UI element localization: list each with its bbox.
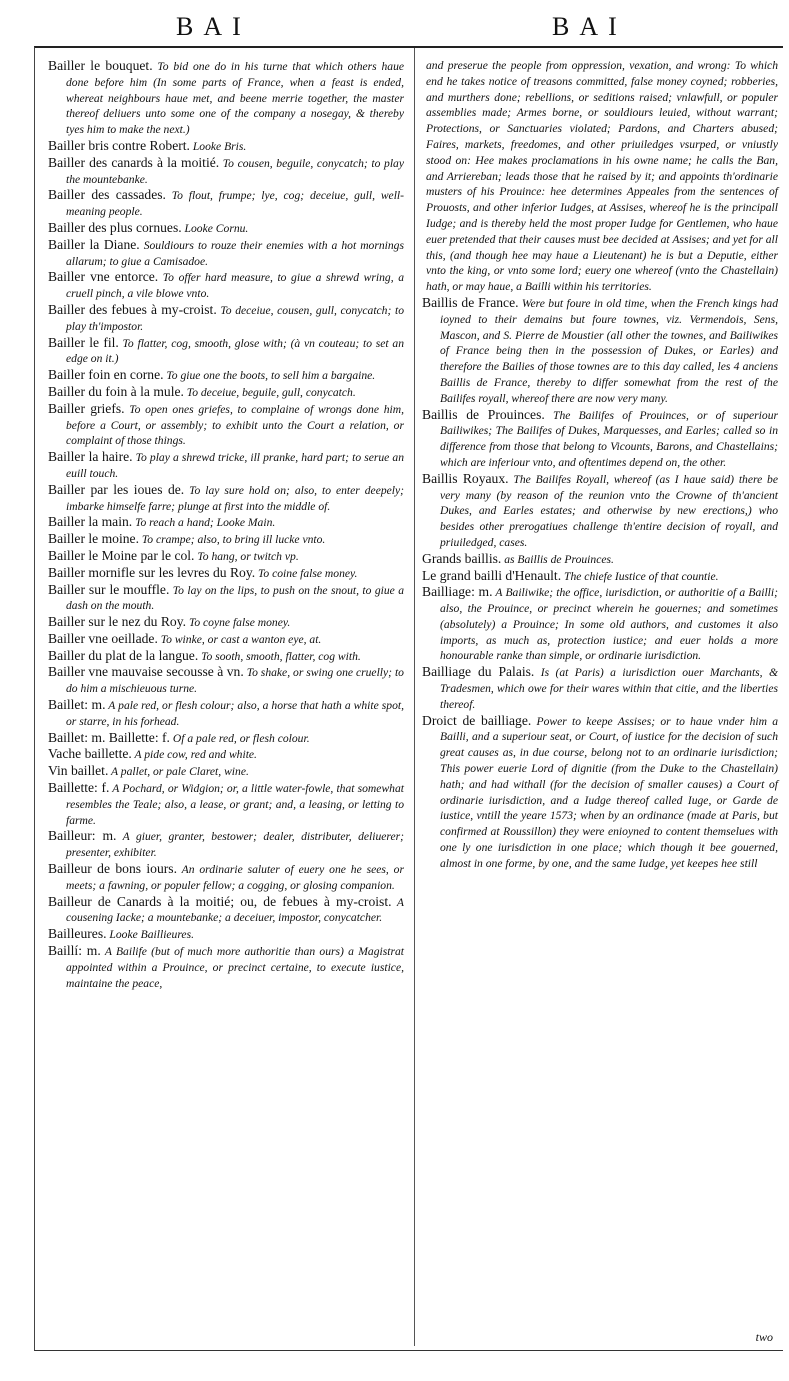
entry-definition: The Bailifes of Prouinces, or of superiour Bailiwikes; The Bailifes of Dukes, Marquesses, and Earles; called so in difference from those that belong to Vicounts, Barons, and Chastellains; which are inferiour vnto, and oftentimes depend on, the other. <box>440 408 779 469</box>
entry-headword: Bailler le Moine par le col. <box>48 547 195 563</box>
entry-headword: Bailler mornifle sur les levres du Roy. <box>48 564 256 580</box>
dictionary-entry <box>48 384 404 401</box>
entry-definition: To shake, or swing one cruelly; to do him a mischieuous turne. <box>66 666 404 696</box>
dictionary-entry <box>48 220 404 237</box>
entry-definition: To deceiue, cousen, gull, conycatch; to play th'impostor. <box>66 303 405 333</box>
entry-headword: Grands baillis. <box>422 550 502 566</box>
entry-definition: To flatter, cog, smooth, glose with; (à vn couteau; to set an edge on it.) <box>66 336 404 366</box>
entry-definition: The Bailifes Royall, whereof (as I haue said) there be very many (by reason of the reunion vnto the Crowne of th'ancient Dukes, and Earles estates; and otherwise by new erections,) who besides other prerogatiues challenge th'entire decision of royall, and priuiledged, cases. <box>440 472 779 549</box>
dictionary-entry <box>48 155 404 188</box>
entry-headword: Baillis Royaux. <box>422 470 509 486</box>
entry-definition: An ordinarie saluter of euery one he sees, or meets; a fawning, or populer fellow; a cogging, or glosing companion. <box>66 863 404 892</box>
dictionary-entry <box>48 237 404 270</box>
dictionary-entry <box>48 763 404 780</box>
entry-headword: Bailler bris contre Robert. <box>48 137 190 153</box>
entry-headword: Bailleur de Canards à la moitié; ou, de febues à my-croist. <box>48 893 392 909</box>
entry-headword: Bailler la Diane. <box>48 236 140 252</box>
dictionary-entry <box>48 926 404 943</box>
dictionary-entry <box>422 551 778 568</box>
dictionary-entry <box>48 58 404 138</box>
dictionary-entry <box>48 648 404 665</box>
dictionary-entry <box>48 943 404 991</box>
dictionary-entry <box>422 295 778 407</box>
dictionary-entry <box>48 187 404 220</box>
entry-definition: To offer hard measure, to giue a shrewd wring, a cruell pinch, a vile blowe vnto. <box>66 271 404 301</box>
dictionary-entry <box>48 582 404 615</box>
entry-headword: Bailler foin en corne. <box>48 367 164 383</box>
entry-definition: A Bailife (but of much more authoritie than ours) a Magistrat appointed within a Prouince, or precinct certaine, to execute iustice, maintaine the peace, <box>66 945 404 990</box>
entry-headword: Bailler sur le nez du Roy. <box>48 614 187 630</box>
entry-headword: Bailliage du Palais. <box>422 664 535 680</box>
entry-definition: Is (at Paris) a iurisdiction ouer Marchants, & Tradesmen, which owe for their wares within that citie, and the liberties thereof. <box>440 666 778 711</box>
entry-definition: To deceiue, beguile, gull, conycatch. <box>183 385 356 399</box>
entry-headword: Le grand bailli d'Henault. <box>422 567 562 583</box>
dictionary-entry <box>48 746 404 763</box>
entry-definition: To open ones griefes, to complaine of wrongs done him, before a Court, or assembly; to exhibit unto the Court a relation, or complaint of those things. <box>66 402 404 448</box>
entry-definition: To lay on the lips, to push on the snout, to giue a dash on the mouth. <box>66 583 405 613</box>
dictionary-entry <box>48 614 404 631</box>
entry-definition: To winke, or cast a wanton eye, at. <box>157 632 322 646</box>
entry-definition: To hang, or twitch vp. <box>194 549 299 563</box>
entry-headword: Vin baillet. <box>48 763 109 779</box>
entry-definition: A giuer, granter, bestower; dealer, distributer, deliuerer; presenter, exhibiter. <box>66 830 405 860</box>
entry-headword: Baillet: m. Baillette: f. <box>48 729 170 745</box>
entry-definition: A pale red, or flesh colour; also, a horse that hath a white spot, or starre, in his forhead. <box>66 699 404 728</box>
dictionary-entry <box>48 482 404 515</box>
dictionary-entry <box>48 401 404 449</box>
entry-headword: Bailliage: m. <box>422 584 493 600</box>
entry-definition: Looke Cornu. <box>181 221 249 235</box>
entry-definition: A cousening Iacke; a mountebanke; a deceiuer, impostor, conycatcher. <box>66 895 404 925</box>
entry-headword: Bailler des canards à la moitié. <box>48 154 220 170</box>
entry-headword: Bailler vne entorce. <box>48 269 159 285</box>
entry-headword: Bailler le bouquet. <box>48 58 153 73</box>
entry-headword: Bailler des plus cornues. <box>48 219 182 235</box>
entry-definition: Looke Baillieures. <box>106 928 194 942</box>
entry-headword: Bailler par les ioues de. <box>48 481 185 497</box>
dictionary-entry <box>422 407 778 471</box>
entry-headword: Bailler la haire. <box>48 449 133 465</box>
entry-definition: A Pochard, or Widgion; or, a little water-fowle, that somewhat resembles the Teale; also, a lease, or grant; and, a leasing, or letting to farme. <box>66 782 404 827</box>
entry-definition: as Baillis de Prouinces. <box>501 552 614 566</box>
dictionary-entry <box>48 894 404 927</box>
entry-definition: To play a shrewd tricke, ill pranke, hard part; to serue an euill touch. <box>66 451 404 480</box>
entry-definition: The chiefe Iustice of that countie. <box>561 569 719 583</box>
entry-definition: Of a pale red, or flesh colour. <box>169 731 310 745</box>
entry-headword: Bailler le moine. <box>48 531 139 547</box>
dictionary-entry <box>48 269 404 302</box>
entry-headword: Bailler sur le mouffle. <box>48 581 170 597</box>
dictionary-entry <box>48 548 404 565</box>
entry-definition: A pallet, or pale Claret, wine. <box>108 765 249 779</box>
entry-headword: Bailleures. <box>48 926 107 942</box>
dictionary-entry <box>422 471 778 551</box>
left-column <box>48 58 404 991</box>
entry-headword: Bailler la main. <box>48 514 133 530</box>
entry-definition: To coine false money. <box>255 566 358 580</box>
entry-headword: Baillí: m. <box>48 943 101 959</box>
dictionary-entry <box>422 58 778 295</box>
entry-definition: Power to keepe Assises; or to haue vnder him a Bailli, and a superiour seat, or Court, of iustice for the decision of such great causes as, in due course, belong not to an ordinarie iurisdiction; This power euerie Lord of dignitie (from the Duke to the Chastellain) hath; and had withall (for the decision of smaller causes) a Court of ordinarie iurisdiction, and a Iudge thereof called Iuge, or Garde de iustice, vntill the yeare 1573; when by an ordinance (made at Paris, but confirmed at Roussillon) they were enioyned to content themselues with one ly one iurisdiction in one place; which though it bee gouerned, almost in one forme, by one, and the same Iudge, yet keepes hee still <box>440 714 779 870</box>
entry-headword: Vache baillette. <box>48 746 132 762</box>
dictionary-entry <box>422 584 778 664</box>
dictionary-entry <box>48 828 404 861</box>
dictionary-entry <box>48 631 404 648</box>
entry-definition: To coyne false money. <box>186 616 291 630</box>
entry-headword: Bailleur de bons iours. <box>48 861 177 877</box>
entry-definition: Were but foure in old time, when the French kings had ioyned to their demains but foure townes, viz. Vermendois, Sens, Mascon, and S. Pierre de Moustier (all other the townes, and Bailiwikes of France being then in the possession of Dukes, or Earles) and therefore the Bailies of those townes are to this day called, les 4 anciens Baillis de France, thereby to differ somewhat from the rest of the Bailifes royall, whereof there are now very many. <box>440 296 778 405</box>
dictionary-entry <box>422 568 778 585</box>
dictionary-entry <box>48 565 404 582</box>
dictionary-entry <box>48 138 404 155</box>
entry-definition: A pide cow, red and white. <box>131 748 257 762</box>
entry-definition: To reach a hand; Looke Main. <box>132 516 276 530</box>
entry-headword: Baillet: m. <box>48 697 106 713</box>
entry-definition: To flout, frumpe; lye, cog; deceiue, gull, well-meaning people. <box>66 189 405 219</box>
dictionary-entry <box>48 730 404 747</box>
dictionary-entry <box>48 302 404 335</box>
dictionary-entry <box>48 697 404 730</box>
right-column <box>422 58 778 872</box>
dictionary-entry <box>422 664 778 712</box>
entry-headword: Bailler du foin à la mule. <box>48 383 184 399</box>
entry-definition: A Bailiwike; the office, iurisdiction, or authoritie of a Bailli; also, the Prouince, or precinct wherein he gouernes; and sometimes (absolutely) a Prouince; In some old authors, and customes it also imports, as much as, protection iustice; and euer holds a more honourable ranke than simple, or ordinarie iurisdiction. <box>440 586 778 663</box>
entry-headword: Bailler vne mauvaise secousse à vn. <box>48 664 244 680</box>
entry-headword: Bailler le fil. <box>48 334 119 350</box>
entry-headword: Baillis de France. <box>422 294 519 310</box>
entry-definition: Looke Bris. <box>189 139 247 153</box>
entry-headword: Bailler du plat de la langue. <box>48 647 199 663</box>
entry-headword: Bailler vne oeillade. <box>48 630 158 646</box>
dictionary-entry <box>48 780 404 828</box>
dictionary-entry <box>48 367 404 384</box>
entry-definition: To giue one the boots, to sell him a bargaine. <box>163 369 376 383</box>
running-head-right: BAI <box>552 12 627 41</box>
entry-headword: Baillis de Prouinces. <box>422 406 545 422</box>
entry-definition: To cousen, beguile, conycatch; to play the mountebanke. <box>66 156 404 186</box>
dictionary-entry <box>48 664 404 697</box>
entry-definition: Souldiours to rouze their enemies with a hot mornings allarum; to giue a Camisadoe. <box>66 238 404 268</box>
dictionary-entry <box>48 449 404 482</box>
entry-definition: To lay sure hold on; also, to enter deepely; imbarke himselfe farre; plunge at first into the middle of. <box>66 483 405 513</box>
entry-headword: Bailleur: m. <box>48 828 117 844</box>
dictionary-entry <box>48 861 404 894</box>
entry-definition: To bid one do in his turne that which others haue done before him (In some parts of France, when a feast is ended, whereat neighbours haue met, and beene merrie together, the master thereof deliuers unto some one of the company a nosegay, & thereby tyes him to make the next.) <box>66 60 405 137</box>
dictionary-entry <box>48 335 404 368</box>
entry-definition: To crampe; also, to bring ill lucke vnto. <box>138 533 326 547</box>
dictionary-entry <box>422 713 778 872</box>
column-divider <box>414 48 415 1346</box>
dictionary-entry <box>48 514 404 531</box>
entry-headword: Baillette: f. <box>48 780 110 796</box>
entry-headword: Bailler griefs. <box>48 400 125 416</box>
catchword: two <box>755 1330 773 1344</box>
dictionary-entry <box>48 531 404 548</box>
entry-headword: Droict de bailliage. <box>422 712 532 728</box>
entry-headword: Bailler des cassades. <box>48 187 166 203</box>
entry-definition: and preserue the people from oppression, vexation, and wrong: To which end he takes notice of treasons committed, false money coyned; robberies, and murthers done; rebellions, or seditions raised; vnlawfull, or populer assemblies made; Armes borne, or souldiours leuied, without warrant; Protections, or Sanctuaries violated; Pardons, and Charters abused; Faires, markets, freedomes, and other priuiledges vsurped, or vniustly stood on: Hee makes proclamations in his owne name; he calls the Ban, and Arriereban; leads those that he raised by it; and appoints th'ordinarie musters of his Prouince: hee determines Appeales from the sentences of Prouosts, and other inferior Iudges, at Assises, whereof he is the principall Iudge; and is thereby held the most proper Iudge for Gentlemen, who haue euer pretended that their causes must bee decided at Assises; and yet for all this, (and though hee may haue a Lieutenant) he is but a Deputie, either vnto the king, or vnto some lord; euery one whereof (vnto the Chastellain) hath, or may haue, a Bailli within his territories. <box>426 59 778 294</box>
entry-definition: To sooth, smooth, flatter, cog with. <box>198 649 361 663</box>
entry-headword: Bailler des febues à my-croist. <box>48 301 217 317</box>
running-head-left: BAI <box>176 12 251 41</box>
page-header <box>40 0 782 46</box>
